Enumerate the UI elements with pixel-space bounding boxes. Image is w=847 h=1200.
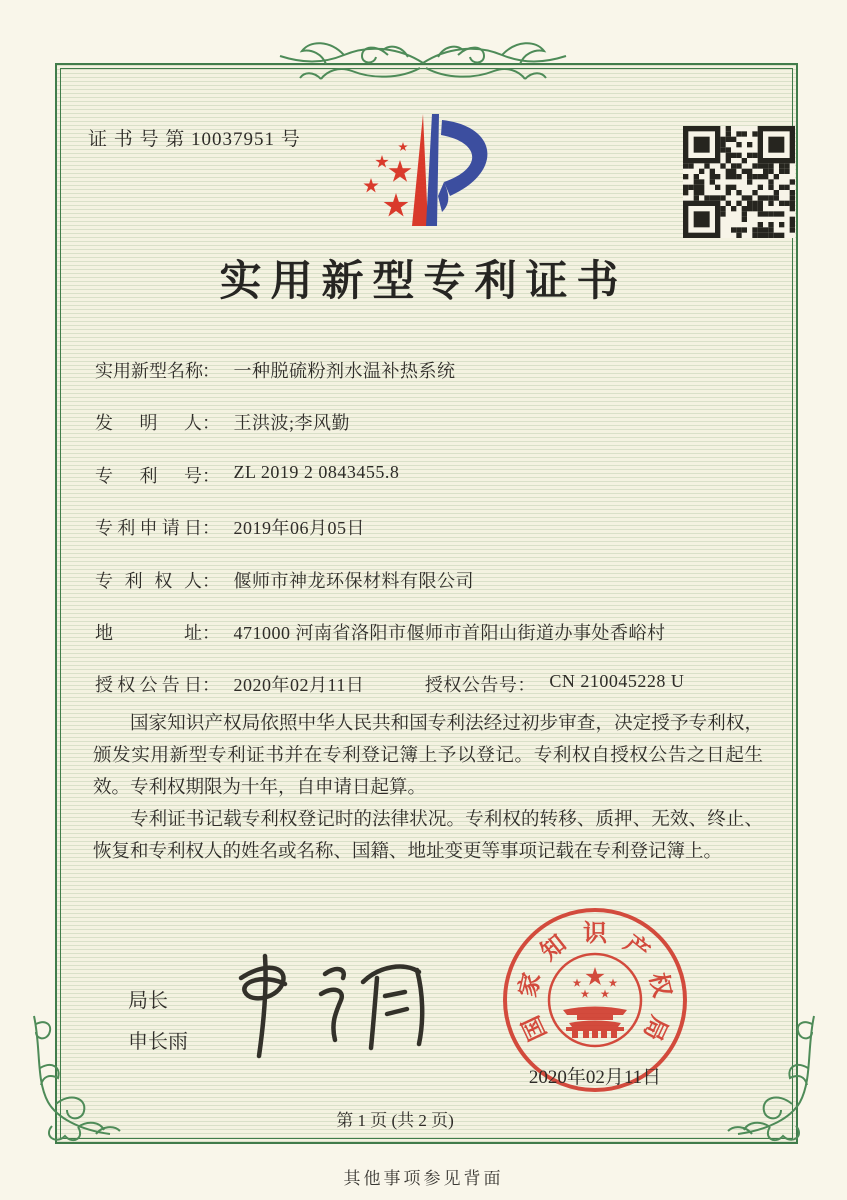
field-row-application-date: 专利申请日： 2019年06月05日: [95, 514, 765, 566]
seal-char: 国: [518, 1011, 553, 1045]
cnipa-logo-icon: [338, 108, 520, 242]
field-row-grant: 授权公告日： 2020年02月11日 授权公告号： CN 210045228 U: [95, 671, 685, 696]
field-row-patent-number: 专利号： ZL 2019 2 0843455.8: [95, 461, 400, 486]
legal-paragraph-1: 国家知识产权局依照中华人民共和国专利法经过初步审查，决定授予专利权，颁发实用新型专利证书并在专利登记簿上予以登记。专利权自授权公告之日起生效。专利权期限为十年，自申请日起算。: [93, 714, 763, 798]
field-value-utility-model-name: 一种脱硫粉剂水温补热系统: [233, 361, 456, 381]
seal-char: 识: [583, 921, 607, 947]
qr-code: [683, 126, 795, 238]
seal-char: 产: [618, 930, 654, 966]
legal-paragraph-2: 专利证书记载专利权登记时的法律状况。专利权的转移、质押、无效、终止、恢复和专利权人的姓名或名称、国籍、地址变更等事项记载在专利登记簿上。: [93, 810, 763, 862]
handwritten-signature-icon: [213, 948, 443, 1063]
director-block: [128, 981, 188, 1063]
certificate-title: 实用新型专利证书: [219, 259, 628, 305]
field-row-inventors: 发明人： 王洪波;李风勤: [95, 409, 765, 461]
back-side-note: 其他事项参见背面: [343, 1169, 504, 1188]
field-label: 地址: [95, 622, 202, 643]
certificate-number: 证 书 号 第 10037951 号: [88, 129, 301, 150]
field-value-grant-date: 2020年02月11日: [233, 675, 365, 696]
field-label: 授权公告日: [95, 675, 202, 696]
field-label-grant-number: 授权公告号：: [424, 675, 536, 696]
field-value-grant-number: CN 210045228 U: [549, 671, 685, 692]
field-value-patentee: 偃师市神龙环保材料有限公司: [233, 570, 474, 591]
legal-text: [93, 708, 763, 868]
field-value-application-date: 2019年06月05日: [233, 518, 365, 539]
field-value-inventors: 王洪波;李风勤: [233, 413, 351, 434]
certificate-fields: [95, 357, 765, 724]
director-name: 申长雨: [128, 1031, 188, 1053]
field-row-patentee: 专利权人： 偃师市神龙环保材料有限公司: [95, 567, 765, 619]
seal-char: 局: [637, 1011, 672, 1045]
field-label: 发明人: [95, 413, 202, 434]
seal-char: 家: [515, 970, 547, 1000]
field-label: 专利申请日: [95, 518, 202, 539]
field-row-address: 地址： 471000 河南省洛阳市偃师市首阳山街道办事处香峪村: [95, 619, 765, 671]
field-value-address: 471000 河南省洛阳市偃师市首阳山街道办事处香峪村: [233, 622, 666, 643]
seal-char: 知: [536, 930, 572, 966]
seal-date: 2020年02月11日: [528, 1067, 662, 1088]
page-number: 第 1 页 (共 2 页): [336, 1111, 454, 1130]
director-title: 局长: [128, 990, 168, 1012]
field-value-patent-number: ZL 2019 2 0843455.8: [233, 461, 400, 482]
field-label: 专利权人: [95, 570, 202, 591]
field-row-name: 实用新型名称： 一种脱硫粉剂水温补热系统: [95, 357, 765, 409]
national-emblem-icon: [545, 950, 645, 1050]
seal-char: 权: [643, 970, 675, 1000]
field-label: 专利号: [95, 465, 202, 486]
field-label: 实用新型名称: [95, 361, 203, 381]
